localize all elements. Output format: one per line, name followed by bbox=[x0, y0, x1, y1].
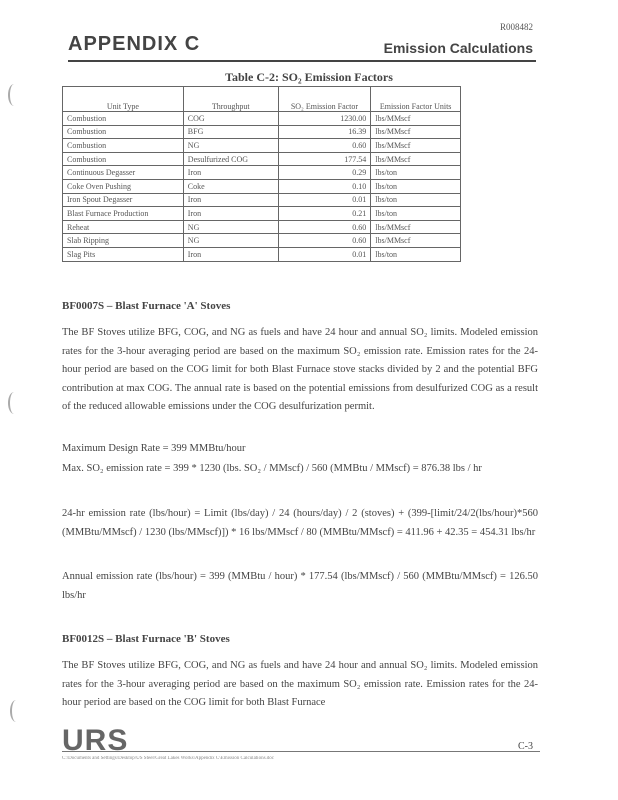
column-header: Unit Type bbox=[63, 87, 184, 112]
table-cell: lbs/MMscf bbox=[371, 112, 461, 126]
table-cell: lbs/MMscf bbox=[371, 234, 461, 248]
section-b-paragraph: The BF Stoves utilize BFG, COG, and NG as fuels and have 24 hour and annual SO₂ limits. Modeled emission rates for the 3-hour averaging period are based on the maximum SO₂ emission rate. Emission rates for the 24-hour period are based on the COG limit for both Blast Furnace bbox=[62, 660, 538, 708]
section-b-heading: BF0012S – Blast Furnace 'B' Stoves bbox=[62, 633, 230, 645]
table-cell: COG bbox=[183, 112, 278, 126]
emission-rate-24hr: 24-hr emission rate (lbs/hour) = Limit (lbs/day) / 24 (hours/day) / 2 (stoves) + (399-[limit/24/2(lbs/hour)*560 (MMBtu/MMscf) / 1230 (lbs/MMscf)]) * 16 lbs/MMscf / 80 (MMBtu/MMscf) = 411.96 + 42.35 = 454.31 lbs/hr bbox=[62, 508, 538, 538]
table-cell: NG bbox=[183, 139, 278, 153]
table-row bbox=[63, 152, 461, 166]
table-cell: Iron bbox=[183, 193, 278, 207]
table-cell: lbs/ton bbox=[371, 247, 461, 261]
table-cell: Iron Spout Degasser bbox=[63, 193, 184, 207]
table-cell: lbs/ton bbox=[371, 166, 461, 180]
footer-rule bbox=[62, 751, 540, 752]
table-row bbox=[63, 220, 461, 234]
table-cell: 16.39 bbox=[278, 125, 371, 139]
table-row bbox=[63, 193, 461, 207]
table-cell: Coke bbox=[183, 179, 278, 193]
table-cell: lbs/MMscf bbox=[371, 125, 461, 139]
section-a-heading: BF0007S – Blast Furnace 'A' Stoves bbox=[62, 300, 231, 312]
table-cell: 0.01 bbox=[278, 193, 371, 207]
table-header-row bbox=[63, 87, 461, 112]
table-cell: 0.29 bbox=[278, 166, 371, 180]
table-cell: Slag Pits bbox=[63, 247, 184, 261]
table-row bbox=[63, 247, 461, 261]
table-cell: 0.10 bbox=[278, 179, 371, 193]
table-cell: NG bbox=[183, 220, 278, 234]
footer-file-path: C:\Documents and Settings\Desktop\US Steel\Great Lakes Works\Appendix C\Emission Calculations.doc bbox=[62, 756, 274, 761]
table-cell: 0.60 bbox=[278, 220, 371, 234]
table-row bbox=[63, 179, 461, 193]
table-cell: Combustion bbox=[63, 139, 184, 153]
table-cell: Coke Oven Pushing bbox=[63, 179, 184, 193]
hole-punch-mark bbox=[8, 84, 20, 106]
table-row bbox=[63, 207, 461, 221]
appendix-label: APPENDIX C bbox=[68, 33, 201, 55]
table-cell: Combustion bbox=[63, 125, 184, 139]
hole-punch-mark bbox=[8, 392, 20, 414]
table-cell: 177.54 bbox=[278, 152, 371, 166]
table-row bbox=[63, 112, 461, 126]
hole-punch-mark bbox=[10, 700, 22, 722]
table-cell: NG bbox=[183, 234, 278, 248]
table-body bbox=[63, 112, 461, 262]
table-row bbox=[63, 234, 461, 248]
column-header: Throughput bbox=[183, 87, 278, 112]
table-cell: Combustion bbox=[63, 152, 184, 166]
table-cell: 0.01 bbox=[278, 247, 371, 261]
table-cell: Iron bbox=[183, 247, 278, 261]
table-cell: Reheat bbox=[63, 220, 184, 234]
table-cell: 0.21 bbox=[278, 207, 371, 221]
table-cell: lbs/MMscf bbox=[371, 152, 461, 166]
table-cell: lbs/ton bbox=[371, 179, 461, 193]
table-cell: 0.60 bbox=[278, 139, 371, 153]
design-rate-line: Maximum Design Rate = 399 MMBtu/hour bbox=[62, 443, 246, 454]
table-cell: Iron bbox=[183, 207, 278, 221]
header-rule bbox=[68, 60, 536, 62]
table-row bbox=[63, 166, 461, 180]
column-header: Emission Factor Units bbox=[371, 87, 461, 112]
emission-factors-table bbox=[62, 86, 461, 262]
max-emission-rate: Max. SO₂ emission rate = 399 * 1230 (lbs. SO₂ / MMscf) / 560 (MMBtu / MMscf) = 876.38 lbs / hr bbox=[62, 463, 482, 474]
table-cell: Slab Ripping bbox=[63, 234, 184, 248]
column-header: SO₂ Emission Factor bbox=[278, 87, 371, 112]
table-cell: lbs/ton bbox=[371, 207, 461, 221]
table-cell: 1230.00 bbox=[278, 112, 371, 126]
table-cell: Continuous Degasser bbox=[63, 166, 184, 180]
annual-emission-rate: Annual emission rate (lbs/hour) = 399 (MMBtu / hour) * 177.54 (lbs/MMscf) / 560 (MMBtu/MMscf) = 126.50 lbs/hr bbox=[62, 571, 538, 601]
table-row bbox=[63, 125, 461, 139]
table-cell: Desulfurized COG bbox=[183, 152, 278, 166]
document-id: R008482 bbox=[499, 22, 533, 32]
table-cell: 0.60 bbox=[278, 234, 371, 248]
table-cell: lbs/MMscf bbox=[371, 220, 461, 234]
urs-logo: URS bbox=[62, 724, 129, 757]
section-a-paragraph: The BF Stoves utilize BFG, COG, and NG as fuels and have 24 hour and annual SO₂ limits. Modeled emission rates for the 3-hour averaging period are based on the maximum SO₂ emission rate. Emission rates for the 24-hour period are based on the COG limit for both Blast Furnace stove stacks divided by 2 and the potential BFG contribution at max COG. The annual rate is based on the potential emissions from desulfurized COG as a result of the reduced allowable emissions under the COG desulfurization permit. bbox=[62, 327, 538, 412]
section-title: Emission Calculations bbox=[383, 40, 533, 56]
table-caption: Table C-2: SO₂ Emission Factors bbox=[225, 70, 393, 84]
table-cell: lbs/MMscf bbox=[371, 139, 461, 153]
table-row bbox=[63, 139, 461, 153]
table-cell: BFG bbox=[183, 125, 278, 139]
page-number: C-3 bbox=[518, 741, 533, 752]
table-cell: Combustion bbox=[63, 112, 184, 126]
table-cell: Blast Furnace Production bbox=[63, 207, 184, 221]
table-cell: Iron bbox=[183, 166, 278, 180]
table-cell: lbs/ton bbox=[371, 193, 461, 207]
